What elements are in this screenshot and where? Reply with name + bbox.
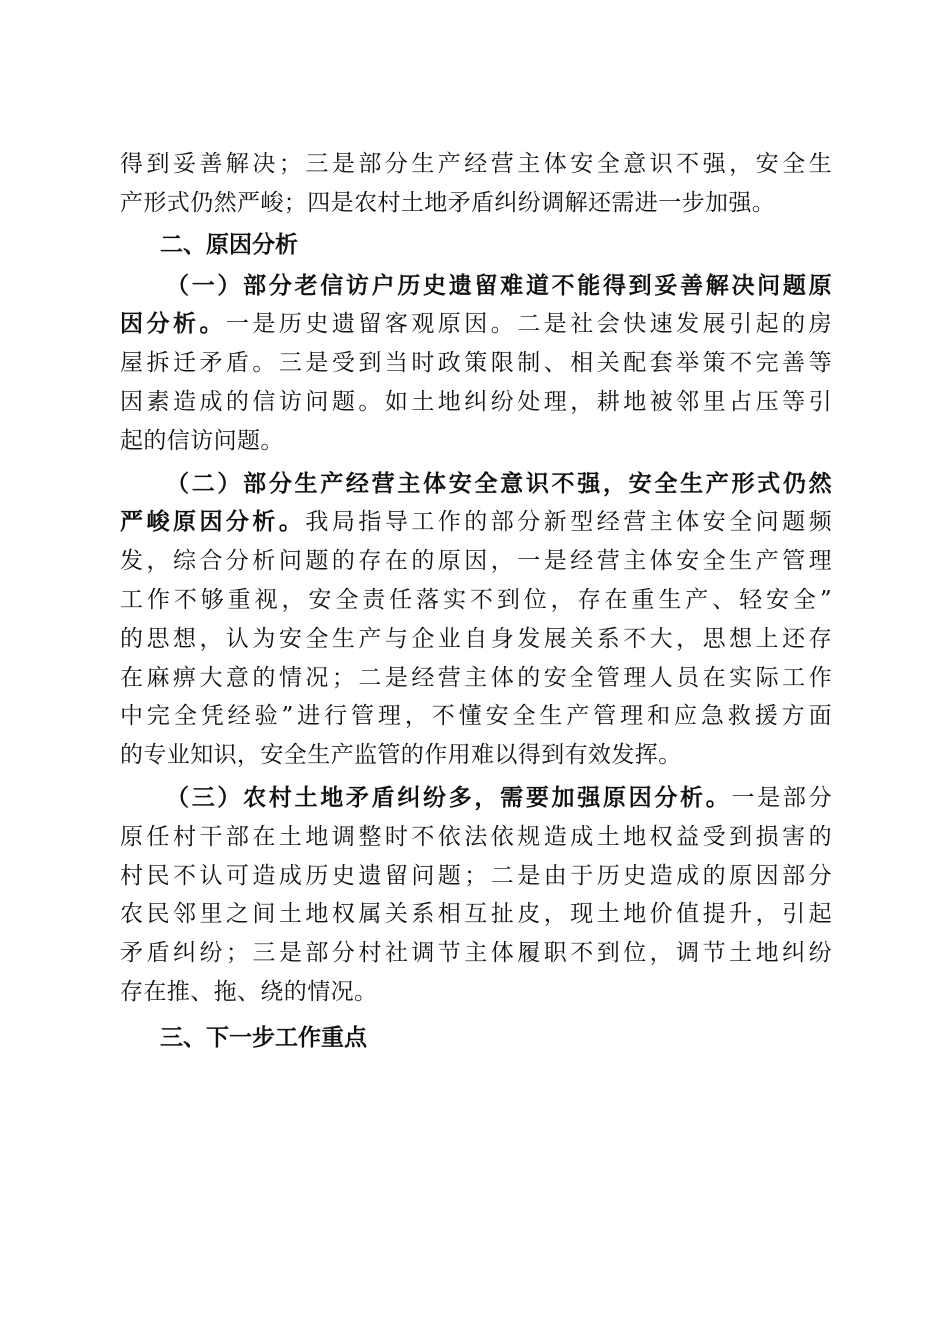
- paragraph-line: 屋拆迁矛盾。三是受到当时政策限制、相关配套举策不完善等: [120, 350, 832, 377]
- paragraph-line: 存在推、拖、绕的情况。: [120, 978, 378, 1005]
- paragraph-text: 一是部分: [731, 784, 832, 811]
- paragraph-line: 产形式仍然严峻；四是农村土地矛盾纠纷调解还需进一步加强。: [120, 189, 776, 216]
- paragraph-line: 村民不认可造成历史遗留问题；二是由于历史造成的原因部分: [120, 862, 832, 889]
- paragraph-line: 的思想，认为安全生产与企业自身发展关系不大，思想上还存: [120, 625, 832, 652]
- paragraph-line: [120, 503, 832, 542]
- subsection-title-2-cont: 严峻原因分析。: [120, 508, 306, 536]
- paragraph-text: 我局指导工作的部分新型经营主体安全问题频: [305, 509, 832, 536]
- paragraph-line: 原任村干部在土地调整时不依法依规造成土地权益受到损害的: [120, 823, 832, 850]
- subsection-title-2: （二）部分生产经营主体安全意识不强，安全生产形式仍然: [166, 469, 832, 497]
- paragraph-line: 中完全凭经验”进行管理，不懂安全生产管理和应急救援方面: [120, 703, 832, 730]
- paragraph-line: 矛盾纠纷；三是部分村社调节主体履职不到位，调节土地纠纷: [120, 940, 832, 967]
- section-heading-3: 三、下一步工作重点: [160, 1023, 367, 1051]
- subsection-title-1-cont: 因分析。: [120, 310, 226, 338]
- paragraph-line: [120, 779, 832, 818]
- paragraph-text: 一是历史遗留客观原因。二是社会快速发展引起的房: [225, 311, 832, 338]
- section-heading-2: 二、原因分析: [160, 230, 298, 258]
- paragraph-line: 在麻痹大意的情况；二是经营主体的安全管理人员在实际工作: [120, 664, 832, 691]
- document-body: [120, 145, 832, 1060]
- paragraph-line: [120, 305, 832, 344]
- paragraph-line: 的专业知识，安全生产监管的作用难以得到有效发挥。: [120, 742, 682, 769]
- paragraph-line: 工作不够重视，安全责任落实不到位，存在重生产、轻安全”: [120, 586, 832, 613]
- paragraph-line: 发，综合分析问题的存在的原因，一是经营主体安全生产管理: [120, 548, 832, 575]
- paragraph-line: 起的信访问题。: [120, 427, 284, 454]
- paragraph-line: 因素造成的信访问题。如土地纠纷处理，耕地被邻里占压等引: [120, 388, 832, 415]
- subsection-title-1: （一）部分老信访户历史遗留难道不能得到妥善解决问题原: [166, 271, 832, 299]
- paragraph-line: 得到妥善解决；三是部分生产经营主体安全意识不强，安全生: [120, 151, 832, 177]
- subsection-title-3: （三）农村土地矛盾纠纷多，需要加强原因分析。: [166, 783, 732, 811]
- paragraph-line: 农民邻里之间土地权属关系相互扯皮，现土地价值提升，引起: [120, 901, 832, 928]
